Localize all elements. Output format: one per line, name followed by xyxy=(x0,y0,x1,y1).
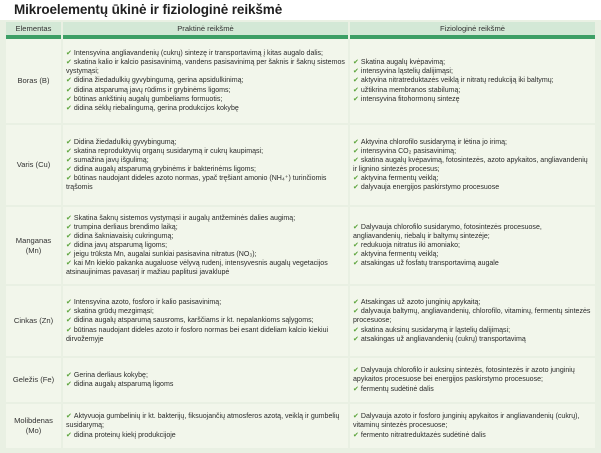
check-icon: ✔ xyxy=(66,138,72,146)
check-icon: ✔ xyxy=(353,251,359,259)
list-item xyxy=(353,250,592,259)
item-text: aktyvina fermentų veiklą; xyxy=(360,251,439,259)
check-icon: ✔ xyxy=(353,175,359,183)
check-icon: ✔ xyxy=(66,299,72,307)
list-item xyxy=(353,76,592,85)
list-item xyxy=(66,431,345,440)
element-name: Boras (B) xyxy=(6,39,61,125)
practical-list xyxy=(66,49,345,113)
check-icon: ✔ xyxy=(353,223,359,231)
list-item xyxy=(66,223,345,232)
list-item xyxy=(353,307,592,325)
list-item xyxy=(353,298,592,307)
check-icon: ✔ xyxy=(66,50,72,58)
list-item xyxy=(353,223,592,241)
item-text: didina atsparumą javų rūdims ir grybinėms ligoms; xyxy=(73,86,231,94)
item-text: intensyvina CO₂ pasisavinimą; xyxy=(360,147,457,155)
check-icon: ✔ xyxy=(66,326,72,334)
list-item xyxy=(66,412,345,430)
check-icon: ✔ xyxy=(66,86,72,94)
item-text: dalyvauja energijos paskirstymo procesuose xyxy=(360,184,500,192)
table-row xyxy=(6,404,595,450)
item-text: didina sėklų riebalingumą, gerina produkcijos kokybę xyxy=(73,104,239,112)
item-text: didina javų atsparumą ligoms; xyxy=(73,241,168,249)
element-name: Manganas (Mn) xyxy=(6,207,61,286)
list-item xyxy=(66,174,345,192)
practical-list xyxy=(66,214,345,278)
list-item xyxy=(66,316,345,325)
item-text: trumpina derliaus brendimo laiką; xyxy=(73,223,178,231)
check-icon: ✔ xyxy=(353,156,359,164)
list-item xyxy=(353,335,592,344)
element-name: Molibdenas (Mo) xyxy=(6,404,61,450)
list-item xyxy=(353,174,592,183)
item-text: fermentų sudėtinė dalis xyxy=(360,385,434,393)
list-item xyxy=(66,298,345,307)
check-icon: ✔ xyxy=(66,413,72,421)
check-icon: ✔ xyxy=(66,431,72,439)
practical-list xyxy=(66,298,345,343)
list-item xyxy=(66,49,345,58)
check-icon: ✔ xyxy=(66,104,72,112)
practical-cell xyxy=(63,404,348,450)
check-icon: ✔ xyxy=(353,138,359,146)
list-item xyxy=(353,385,592,394)
list-item xyxy=(353,412,592,430)
list-item xyxy=(66,58,345,76)
item-text: Dalyvauja chlorofilo ir auksinų sintezės, fotosintezės ir azoto junginių apykaitos procesuose bei energijos paskirstymo procesuose; xyxy=(353,367,575,384)
check-icon: ✔ xyxy=(353,77,359,85)
table-row xyxy=(6,358,595,404)
micronutrients-table xyxy=(4,22,597,450)
item-text: skatina auksinų susidarymą ir ląstelių dalijimąsi; xyxy=(360,326,511,334)
item-text: Atsakingas už azoto junginių apykaitą; xyxy=(360,299,481,307)
item-text: intensyvina fitohormonų sintezę xyxy=(360,95,460,103)
list-item xyxy=(353,241,592,250)
list-item xyxy=(66,147,345,156)
item-text: redukuoja nitratus iki amoniako; xyxy=(360,241,460,249)
list-item xyxy=(66,232,345,241)
item-text: atsakingas už fosfatų transportavimą augale xyxy=(360,260,499,268)
practical-list xyxy=(66,412,345,439)
physiological-list xyxy=(353,366,592,393)
table-row xyxy=(6,286,595,358)
list-item xyxy=(353,147,592,156)
item-text: būtinas naudojant dideles azoto ir fosforo normas bei esant dideliam kalcio kiekiui dirvožemyje xyxy=(66,326,329,343)
page-title: Mikroelementų ūkinė ir fiziologinė reikšmė xyxy=(14,2,283,17)
item-text: didina proteinų kiekį produkcijoje xyxy=(73,431,176,439)
check-icon: ✔ xyxy=(66,59,72,67)
check-icon: ✔ xyxy=(353,86,359,94)
item-text: didina augalų atsparumą sausroms, karščiams ir kt. nepalankioms sąlygoms; xyxy=(73,317,314,325)
item-text: Didina žiedadulkių gyvybingumą; xyxy=(73,138,177,146)
list-item xyxy=(66,241,345,250)
physiological-cell xyxy=(350,125,595,207)
item-text: būtinas ankštinių augalų gumbeliams formuotis; xyxy=(73,95,223,103)
practical-cell xyxy=(63,286,348,358)
list-item xyxy=(66,250,345,259)
physiological-list xyxy=(353,58,592,103)
check-icon: ✔ xyxy=(66,251,72,259)
physiological-cell xyxy=(350,207,595,286)
physiological-list xyxy=(353,223,592,268)
item-text: Dalyvauja chlorofilo susidarymo, fotosintezės procesuose, angliavandenių, riebalų ir baltymų sintezėje; xyxy=(353,223,542,240)
check-icon: ✔ xyxy=(66,166,72,173)
check-icon: ✔ xyxy=(353,59,359,67)
physiological-cell xyxy=(350,404,595,450)
list-item xyxy=(353,326,592,335)
element-name: Geležis (Fe) xyxy=(6,358,61,404)
check-icon: ✔ xyxy=(353,385,359,393)
check-icon: ✔ xyxy=(66,147,72,155)
check-icon: ✔ xyxy=(353,95,359,103)
check-icon: ✔ xyxy=(353,299,359,307)
check-icon: ✔ xyxy=(353,68,359,76)
list-item xyxy=(66,326,345,344)
item-text: Aktyvina chlorofilo susidarymą ir lėtina jo irimą; xyxy=(360,138,507,146)
check-icon: ✔ xyxy=(66,308,72,316)
item-text: skatina kalio ir kalcio pasisavinimą, vandens pasisavinimą per šaknis ir šaknų sistemos vystymąsi; xyxy=(66,59,345,76)
check-icon: ✔ xyxy=(353,326,359,334)
list-item xyxy=(66,138,345,147)
check-icon: ✔ xyxy=(66,214,72,222)
item-text: užtikrina membranos stabilumą; xyxy=(360,86,461,94)
check-icon: ✔ xyxy=(66,371,72,379)
item-text: Intensyvina angliavandenių (cukrų) sintezę ir transportavimą į kitas augalo dalis; xyxy=(73,50,323,58)
item-text: intensyvina ląstelių dalijimąsi; xyxy=(360,68,453,76)
list-item xyxy=(353,58,592,67)
check-icon: ✔ xyxy=(353,184,359,192)
physiological-list xyxy=(353,138,592,193)
item-text: kai Mn kiekio pakanka augaluose vėlyvą rudenį, intensyvesnis augalų vegetacijos atsinaujinimas pavasarį ir mažiau paplitusi javaklupė xyxy=(66,260,328,277)
list-item xyxy=(353,259,592,268)
item-text: Aktyvuoja gumbelinių ir kt. bakterijų, fiksuojančių atmosferos azotą, veiklą ir gumbelių susidarymą; xyxy=(66,413,340,430)
list-item xyxy=(66,307,345,316)
item-text: didina augalų atsparumą ligoms xyxy=(73,381,174,388)
item-text: didina šakniavaisių cukringumą; xyxy=(73,232,174,240)
check-icon: ✔ xyxy=(66,156,72,164)
item-text: Dalyvauja azoto ir fosforo junginių apykaitos ir angliavandenių (cukrų), vitaminų sintezės procesuose; xyxy=(353,413,580,430)
header-practical: Praktinė reikšmė xyxy=(63,22,348,39)
list-item xyxy=(353,86,592,95)
item-text: sumažina javų išgulimą; xyxy=(73,156,149,164)
check-icon: ✔ xyxy=(353,413,359,421)
element-name: Cinkas (Zn) xyxy=(6,286,61,358)
item-text: skatina augalų kvėpavimą, fotosintezės, azoto apykaitos, angliavandenių ir lignino sintezės procesus; xyxy=(353,156,588,173)
practical-cell xyxy=(63,358,348,404)
check-icon: ✔ xyxy=(353,367,359,375)
item-text: fermento nitratreduktazės sudėtinė dalis xyxy=(360,431,486,439)
practical-cell xyxy=(63,207,348,286)
list-item xyxy=(66,104,345,113)
check-icon: ✔ xyxy=(353,308,359,316)
list-item xyxy=(66,214,345,223)
check-icon: ✔ xyxy=(66,223,72,231)
item-text: skatina reproduktyvių organų susidarymą ir cukrų kaupimąsi; xyxy=(73,147,264,155)
list-item xyxy=(353,67,592,76)
list-item xyxy=(353,431,592,440)
practical-list xyxy=(66,138,345,193)
physiological-list xyxy=(353,298,592,343)
check-icon: ✔ xyxy=(66,232,72,240)
header-physiological: Fiziologinė reikšmė xyxy=(350,22,595,39)
list-item xyxy=(353,95,592,104)
check-icon: ✔ xyxy=(66,77,72,85)
item-text: aktyvina nitratreduktazės veiklą ir nitratų redukciją iki baltymų; xyxy=(360,77,554,85)
check-icon: ✔ xyxy=(66,317,72,325)
item-text: būtinas naudojant dideles azoto normas, ypač tręšiant amonio (NH₄⁺) turinčiomis trąšomis xyxy=(66,175,327,192)
item-text: aktyvina fermentų veiklą; xyxy=(360,175,439,183)
check-icon: ✔ xyxy=(353,241,359,249)
item-text: skatina grūdų mezgimąsi; xyxy=(73,308,154,316)
table-row xyxy=(6,125,595,207)
item-text: didina augalų atsparumą grybinėms ir bakterinėms ligoms; xyxy=(73,166,257,173)
list-item xyxy=(66,76,345,85)
header-element: Elementas xyxy=(6,22,61,39)
check-icon: ✔ xyxy=(66,175,72,183)
element-name: Varis (Cu) xyxy=(6,125,61,207)
table-row xyxy=(6,207,595,286)
list-item xyxy=(353,183,592,192)
item-text: Skatina šaknų sistemos vystymąsi ir augalų antžeminės dalies augimą; xyxy=(73,214,296,222)
practical-cell xyxy=(63,125,348,207)
check-icon: ✔ xyxy=(66,95,72,103)
list-item xyxy=(353,138,592,147)
practical-cell xyxy=(63,39,348,125)
item-text: atsakingas už angliavandenių (cukrų) transportavimą xyxy=(360,335,526,343)
list-item xyxy=(66,95,345,104)
list-item xyxy=(66,380,345,389)
check-icon: ✔ xyxy=(353,147,359,155)
list-item xyxy=(353,156,592,174)
list-item xyxy=(66,165,345,174)
item-text: Gerina derliaus kokybę; xyxy=(73,371,148,379)
item-text: didina žiedadulkių gyvybingumą, gerina apsidulkinimą; xyxy=(73,77,244,85)
check-icon: ✔ xyxy=(66,381,72,388)
table-row xyxy=(6,39,595,125)
item-text: dalyvauja baltymų, angliavandenių, chlorofilo, vitaminų, fermentų sintezės procesuose; xyxy=(353,308,591,325)
item-text: Skatina augalų kvėpavimą; xyxy=(360,59,446,67)
header-row xyxy=(6,22,595,39)
check-icon: ✔ xyxy=(353,431,359,439)
physiological-cell xyxy=(350,358,595,404)
physiological-list xyxy=(353,412,592,439)
list-item xyxy=(66,156,345,165)
list-item xyxy=(66,371,345,380)
item-text: Intensyvina azoto, fosforo ir kalio pasisavinimą; xyxy=(73,299,222,307)
check-icon: ✔ xyxy=(353,260,359,268)
check-icon: ✔ xyxy=(66,241,72,249)
list-item xyxy=(353,366,592,384)
list-item xyxy=(66,86,345,95)
check-icon: ✔ xyxy=(353,335,359,343)
list-item xyxy=(66,259,345,277)
physiological-cell xyxy=(350,39,595,125)
physiological-cell xyxy=(350,286,595,358)
practical-list xyxy=(66,371,345,389)
item-text: jeigu trūksta Mn, augalai sunkiai pasisavina nitratus (NO₃); xyxy=(73,251,257,259)
check-icon: ✔ xyxy=(66,260,72,268)
